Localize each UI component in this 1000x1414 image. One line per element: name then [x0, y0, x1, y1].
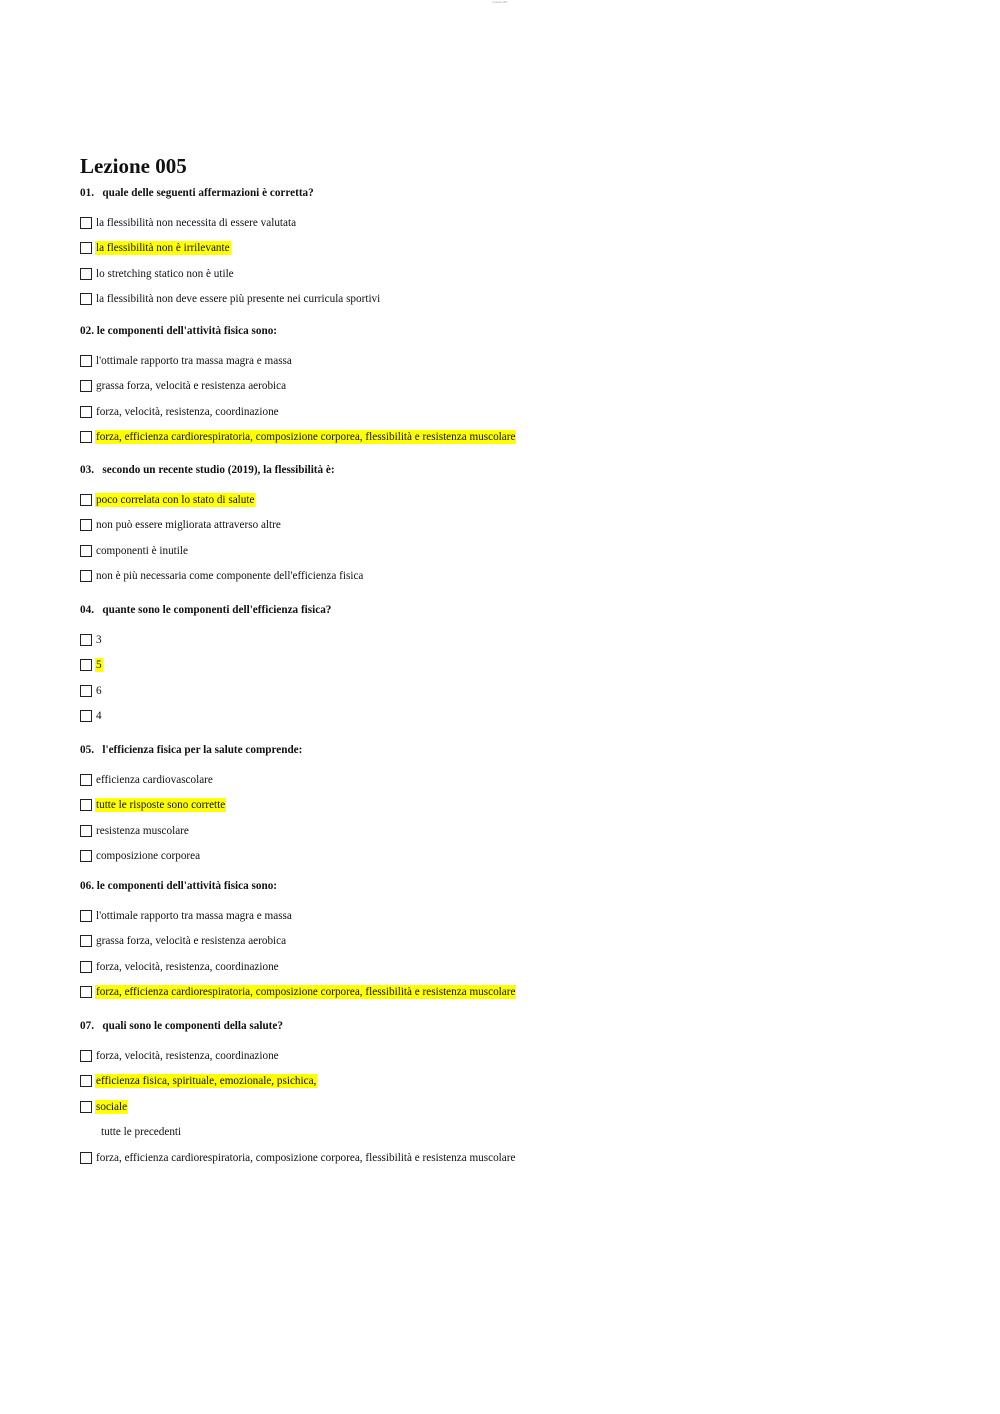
- answer-label: grassa forza, velocità e resistenza aerobica: [96, 380, 287, 393]
- question-text: [80, 1019, 960, 1033]
- answer-label: l'ottimale rapporto tra massa magra e massa: [96, 354, 292, 367]
- answer-label: 4: [96, 710, 102, 723]
- checkbox-icon[interactable]: [80, 710, 92, 722]
- question-label: le componenti dell'attività fisica sono:: [96, 880, 278, 892]
- answer-label-highlighted: la flessibilità non è irrilevante: [96, 242, 230, 255]
- question-03: [80, 463, 960, 589]
- answer-label: forza, efficienza cardiorespiratoria, composizione corporea, flessibilità e resistenza muscolare: [96, 1151, 516, 1164]
- question-label: l'efficienza fisica per la salute comprende:: [102, 744, 303, 756]
- answer-option: [80, 1145, 960, 1171]
- checkbox-icon[interactable]: [80, 293, 92, 305]
- answer-label-highlighted: poco correlata con lo stato di salute: [96, 493, 255, 506]
- checkbox-icon[interactable]: [80, 406, 92, 418]
- answer-option: [80, 980, 960, 1006]
- checkbox-icon[interactable]: [80, 1101, 92, 1113]
- question-label: secondo un recente studio (2019), la flessibilità è:: [102, 464, 335, 476]
- checkbox-icon[interactable]: [80, 545, 92, 557]
- checkbox-icon[interactable]: [80, 659, 92, 671]
- answer-option: [80, 538, 960, 564]
- checkbox-icon[interactable]: [80, 986, 92, 998]
- question-02: [80, 324, 960, 450]
- answer-option: [80, 374, 960, 400]
- header-mark: Lezione 005: [492, 0, 508, 4]
- answer-label: non può essere migliorata attraverso altre: [96, 519, 281, 532]
- checkbox-icon[interactable]: [80, 1050, 92, 1062]
- answer-label: la flessibilità non deve essere più presente nei curricula sportivi: [96, 293, 381, 306]
- question-text: [80, 463, 960, 477]
- question-number: 03.: [80, 464, 94, 476]
- question-label: le componenti dell'attività fisica sono:: [96, 325, 278, 337]
- checkbox-icon[interactable]: [80, 1152, 92, 1164]
- answer-label: la flessibilità non necessita di essere valutata: [96, 216, 297, 229]
- checkbox-icon[interactable]: [80, 431, 92, 443]
- question-text: [80, 324, 960, 338]
- checkbox-icon[interactable]: [80, 494, 92, 506]
- answer-label-highlighted: sociale: [96, 1100, 128, 1113]
- answer-label-highlighted: forza, efficienza cardiorespiratoria, composizione corporea, flessibilità e resistenza muscolare: [96, 431, 516, 444]
- answer-label-highlighted: efficienza fisica, spirituale, emozionale, psichica,: [96, 1075, 317, 1088]
- answer-option: [80, 818, 960, 844]
- checkbox-icon[interactable]: [80, 910, 92, 922]
- answer-label-highlighted: tutte le risposte sono corrette: [96, 799, 226, 812]
- answer-option: [80, 1120, 960, 1146]
- checkbox-icon[interactable]: [80, 634, 92, 646]
- answer-label: lo stretching statico non è utile: [96, 267, 234, 280]
- answer-label: efficienza cardiovascolare: [96, 773, 213, 786]
- checkbox-icon[interactable]: [80, 268, 92, 280]
- answer-option: [80, 513, 960, 539]
- answer-option: [80, 399, 960, 425]
- page-title: Lezione 005: [80, 154, 187, 178]
- answer-label: l'ottimale rapporto tra massa magra e massa: [96, 909, 292, 922]
- answer-label: 6: [96, 684, 102, 697]
- question-text: [80, 879, 960, 893]
- answer-option: [80, 1043, 960, 1069]
- answer-option: [80, 767, 960, 793]
- question-text: [80, 186, 960, 200]
- answer-option: [80, 1069, 960, 1095]
- question-04: [80, 603, 960, 729]
- checkbox-icon[interactable]: [80, 1075, 92, 1087]
- question-05: [80, 743, 960, 869]
- checkbox-icon[interactable]: [80, 774, 92, 786]
- answer-option: [80, 348, 960, 374]
- question-text: [80, 603, 960, 617]
- answer-label: forza, velocità, resistenza, coordinazione: [96, 405, 279, 418]
- answer-option: [80, 929, 960, 955]
- checkbox-icon[interactable]: [80, 961, 92, 973]
- question-number: 04.: [80, 604, 94, 616]
- checkbox-icon[interactable]: [80, 380, 92, 392]
- question-07: [80, 1019, 960, 1171]
- checkbox-icon[interactable]: [80, 685, 92, 697]
- question-number: 05.: [80, 744, 94, 756]
- checkbox-icon[interactable]: [80, 519, 92, 531]
- answer-option: [80, 487, 960, 513]
- answer-option: [80, 564, 960, 590]
- answer-label: componenti è inutile: [96, 544, 188, 557]
- question-label: quali sono le componenti della salute?: [102, 1020, 283, 1032]
- answer-label: non è più necessaria come componente dell'efficienza fisica: [96, 570, 364, 583]
- checkbox-icon[interactable]: [80, 570, 92, 582]
- question-01: [80, 186, 960, 312]
- checkbox-icon[interactable]: [80, 355, 92, 367]
- answer-label: forza, velocità, resistenza, coordinazione: [96, 1049, 279, 1062]
- answer-option: [80, 954, 960, 980]
- answer-option: [80, 627, 960, 653]
- answer-option: [80, 210, 960, 236]
- answer-option: [80, 844, 960, 870]
- answer-option: [80, 678, 960, 704]
- checkbox-icon[interactable]: [80, 217, 92, 229]
- answer-label: grassa forza, velocità e resistenza aerobica: [96, 935, 287, 948]
- checkbox-icon[interactable]: [80, 825, 92, 837]
- question-number: 02.: [80, 325, 94, 337]
- checkbox-icon[interactable]: [80, 242, 92, 254]
- checkbox-icon[interactable]: [80, 799, 92, 811]
- question-text: [80, 743, 960, 757]
- answer-option: [80, 1094, 960, 1120]
- answer-option: [80, 287, 960, 313]
- answer-option: [80, 425, 960, 451]
- question-06: [80, 879, 960, 1005]
- answer-label-highlighted: 5: [96, 659, 102, 672]
- answer-option: [80, 704, 960, 730]
- answer-label: resistenza muscolare: [96, 824, 189, 837]
- question-number: 07.: [80, 1020, 94, 1032]
- question-number: 01.: [80, 187, 94, 199]
- answer-option: [80, 261, 960, 287]
- question-label: quale delle seguenti affermazioni è corretta?: [102, 187, 314, 199]
- checkbox-icon[interactable]: [80, 935, 92, 947]
- answer-option: [80, 236, 960, 262]
- question-label: quante sono le componenti dell'efficienza fisica?: [102, 604, 332, 616]
- answer-option: [80, 903, 960, 929]
- answer-label: 3: [96, 633, 102, 646]
- question-number: 06.: [80, 880, 94, 892]
- answer-option: [80, 653, 960, 679]
- answer-option: [80, 793, 960, 819]
- answer-label: tutte le precedenti: [101, 1126, 182, 1139]
- answer-label: composizione corporea: [96, 850, 201, 863]
- checkbox-icon[interactable]: [80, 850, 92, 862]
- answer-label-highlighted: forza, efficienza cardiorespiratoria, composizione corporea, flessibilità e resistenza muscolare: [96, 986, 516, 999]
- answer-label: forza, velocità, resistenza, coordinazione: [96, 960, 279, 973]
